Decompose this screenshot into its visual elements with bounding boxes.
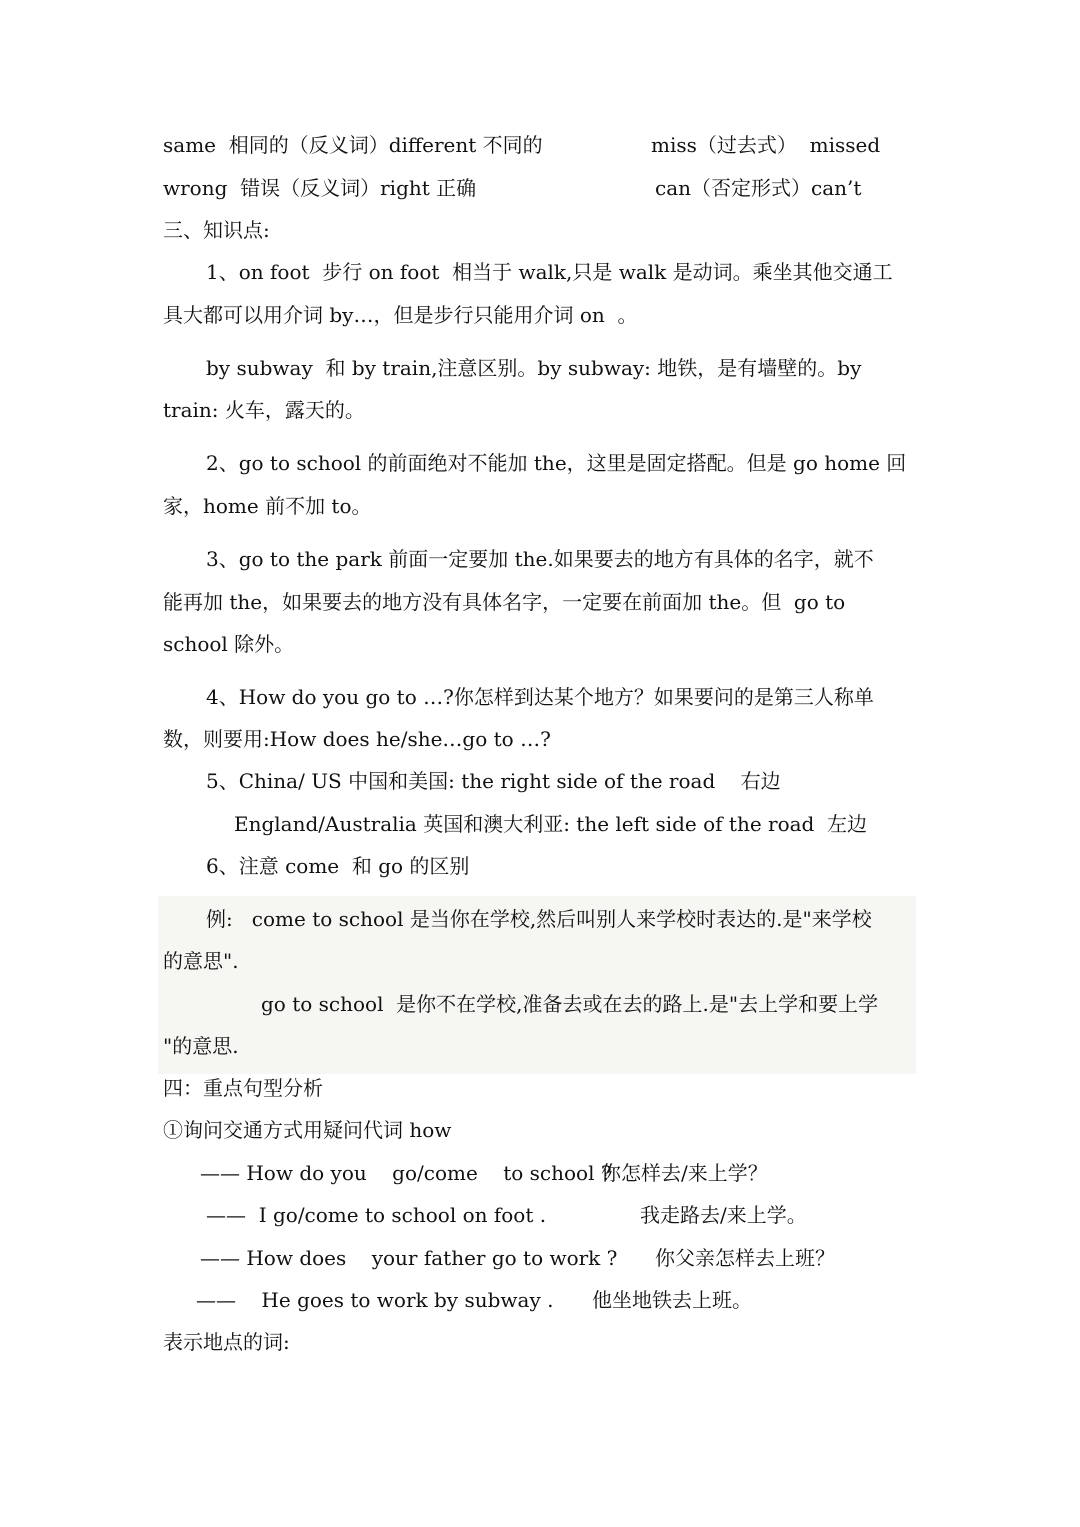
vocab-same-different: same 相同的（反义词）different 不同的 [163, 133, 543, 157]
section-heading-knowledge: 三、知识点: [163, 218, 270, 242]
point2-line1: 2、go to school 的前面绝对不能加 the，这里是固定搭配。但是 go home 回 [206, 451, 907, 475]
vocab-miss-past: miss（过去式） missed [651, 133, 881, 157]
example-line1: 例: come to school 是当你在学校,然后叫别人来学校时表达的.是"来学校 [206, 907, 872, 931]
point1b-line1: by subway 和 by train,注意区别。by subway: 地铁，是有墙壁的。by [206, 356, 862, 380]
point3-line2: 能再加 the，如果要去的地方没有具体名字，一定要在前面加 the。但 go to [163, 590, 846, 614]
place-words-heading: 表示地点的词: [163, 1330, 290, 1354]
dialogue3-english: —— How does your father go to work ? [200, 1246, 618, 1270]
point4-line2: 数，则要用:How does he/she…go to …? [163, 727, 551, 751]
point5-line1: 5、China/ US 中国和美国: the right side of the road 右边 [206, 769, 781, 793]
subheading-how: ①询问交通方式用疑问代词 how [163, 1118, 452, 1142]
point5-line2: England/Australia 英国和澳大利亚: the left side of the road 左边 [234, 812, 868, 836]
point1-line2: 具大都可以用介词 by…，但是步行只能用介词 on 。 [163, 303, 638, 327]
point6: 6、注意 come 和 go 的区别 [206, 854, 470, 878]
dialogue2-chinese: 我走路去/来上学。 [640, 1203, 807, 1227]
section-heading-sentences: 四：重点句型分析 [163, 1076, 323, 1100]
dialogue2-english: —— I go/come to school on foot . [206, 1203, 547, 1227]
example-line3: go to school 是你不在学校,准备去或在去的路上.是"去上学和要上学 [261, 992, 879, 1016]
dialogue1-chinese: 你怎样去/来上学？ [601, 1161, 768, 1185]
dialogue1-english: —— How do you go/come to school ? [200, 1161, 612, 1185]
vocab-can-negative: can（否定形式）can’t [655, 176, 862, 200]
vocab-wrong-right: wrong 错误（反义词）right 正确 [163, 176, 477, 200]
point1-line1: 1、on foot 步行 on foot 相当于 walk,只是 walk 是动词。乘坐其他交通工 [206, 260, 893, 284]
dialogue4-chinese: 他坐地铁去上班。 [592, 1288, 752, 1312]
point1b-line2: train: 火车，露天的。 [163, 398, 365, 422]
example-line2: 的意思". [163, 949, 239, 973]
point3-line1: 3、go to the park 前面一定要加 the.如果要去的地方有具体的名字，就不 [206, 547, 874, 571]
dialogue3-chinese: 你父亲怎样去上班？ [655, 1246, 835, 1270]
dialogue4-english: —— He goes to work by subway . [196, 1288, 554, 1312]
point2-line2: 家，home 前不加 to。 [163, 494, 372, 518]
point3-line3: school 除外。 [163, 632, 295, 656]
point4-line1: 4、How do you go to …?你怎样到达某个地方？如果要问的是第三人称单 [206, 685, 874, 709]
example-line4: "的意思. [163, 1034, 239, 1058]
